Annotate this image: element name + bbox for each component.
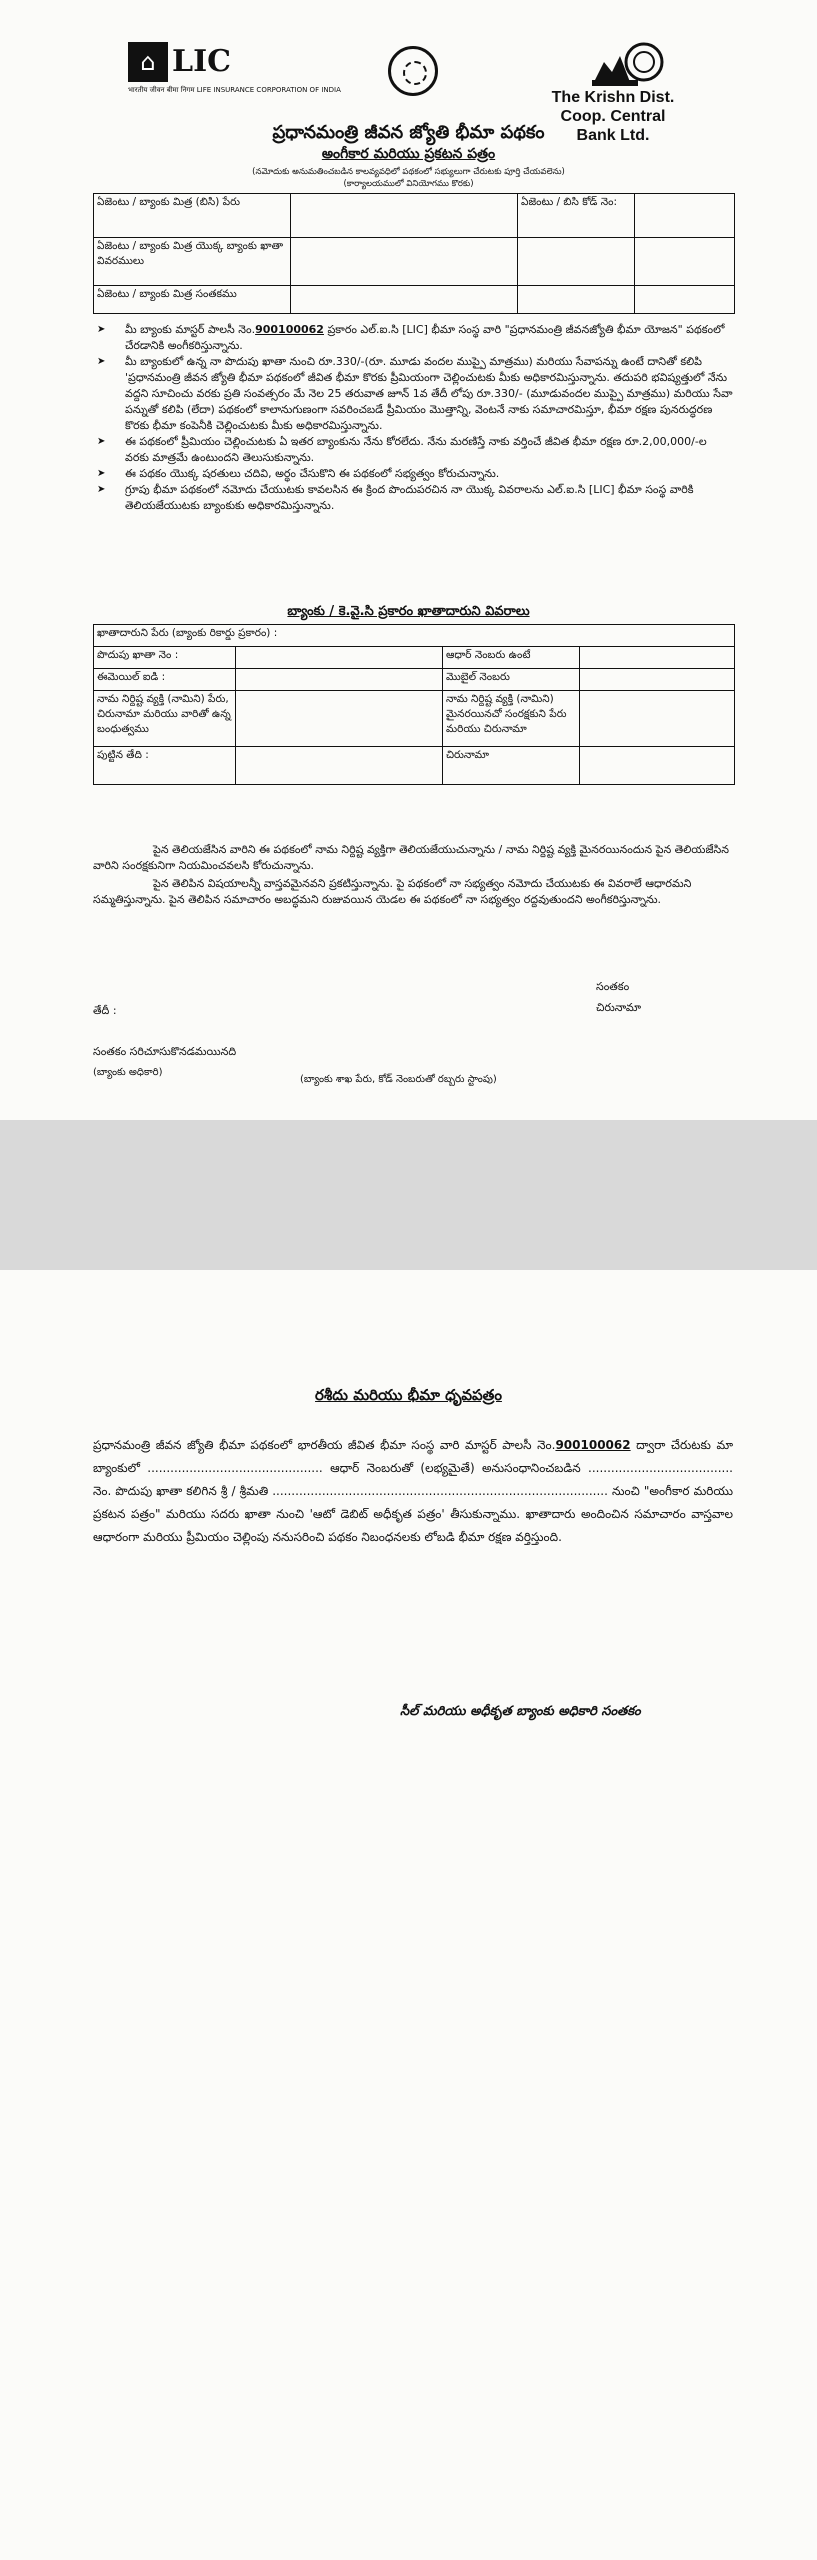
aadhaar-label: ఆధార్ నెంబరు ఉంటే: [443, 647, 580, 669]
agent-details-table: [93, 193, 735, 314]
account-section-title: బ్యాంకు / కె.వై.సి ప్రకారం ఖాతాదారుని వివరాలు: [287, 604, 530, 619]
guardian-address-label: చిరునామా: [443, 747, 580, 785]
savings-account-field[interactable]: [236, 647, 443, 669]
agent-bank-details-label: ఏజెంటు / బ్యాంకు మిత్ర యొక్క బ్యాంకు ఖాతా వివరములు: [94, 238, 291, 286]
government-seal-icon: [388, 46, 438, 96]
aadhaar-field[interactable]: [580, 647, 735, 669]
bank-name: The Krishn Dist. Coop. Central Bank Ltd.: [551, 89, 675, 144]
dob-field[interactable]: [236, 747, 443, 785]
bank-logo-icon: [590, 36, 670, 96]
agent-bank-details-field-2[interactable]: [518, 238, 635, 286]
bank-officer-label: (బ్యాంకు అధికారి): [93, 1067, 163, 1078]
nominee-field[interactable]: [236, 691, 443, 747]
declaration-bullet: ➤ మీ బ్యాంకు మాస్టర్ పాలసీ నెం.900100062 ప్రకారం ఎల్.ఐ.సి [LIC] భీమా సంస్థ వారి "ప్రధానమంత్రి జీవనజ్యోతి భీమా యోజన" పథకంలో చేరడానికి అంగీకరిస్తున్నాను.: [97, 323, 725, 352]
agent-code-field[interactable]: [635, 194, 735, 238]
arrow-bullet-icon: ➤: [97, 436, 106, 447]
signature-label: సంతకం: [596, 980, 630, 993]
agent-name-label: ఏజెంటు / బ్యాంకు మిత్ర (బిసి) పేరు: [94, 194, 291, 238]
arrow-bullet-icon: ➤: [97, 468, 106, 479]
attested-label: సంతకం సరిచూసుకొనడమయినది: [93, 1045, 237, 1058]
declaration-form-page: [0, 0, 817, 1120]
arrow-bullet-icon: ➤: [97, 324, 106, 335]
account-holder-table: [93, 624, 735, 785]
declaration-bullet: ➤ మీ బ్యాంకులో ఉన్న నా పొదుపు ఖాతా నుంచి రూ.330/-(రూ. మూడు వందల ముప్పై మాత్రము) మరియు సేవాపన్ను ఉంటే దానితో కలిపి 'ప్రధానమంత్రి జీవన జ్యోతి భీమా పథకంలో జీవిత భీమా కొరకు ప్రీమియంగా చెల్లించుటకు మీకు అధికారమిస్తున్నాను. తదుపరి భవిష్యత్తులో నేను వద్దని సూచించు వరకు ప్రతి సంవత్సరం మే నెల 25 తరువాత జూన్ 1వ తేదీ లోపు రూ.330/- (మూడువందల ముప్పై మాత్రము) మరియు సేవా పన్నుతో కలిపి (లేదా) పథకంలో కాలానుగుణంగా సవరించబడే ప్రీమియం మొత్తాన్ని, వెంటనే నాకు సమాచారమిస్తూ, భీమా రక్షణ పునరుద్ధరణ కొరకు భీమా కంపెనీకి చెల్లించుటకు మీకు అధికారమిస్తున్నాను.: [97, 355, 733, 432]
agent-name-field[interactable]: [291, 194, 518, 238]
date-label: తేదీ :: [93, 1004, 117, 1017]
enrolment-note: (నమోదుకు అనుమతించబడిన కాలవ్యవధిలో పథకంలో సభ్యులుగా చేరుటకు పూర్తి చేయవలెను): [252, 167, 565, 177]
declaration-bullet: ➤ ఈ పథకం యొక్క షరతులు చదివి, అర్థం చేసుకొని ఈ పథకంలో సభ్యత్వం కోరుచున్నాను.: [97, 467, 500, 480]
dob-label: పుట్టిన తేది :: [94, 747, 236, 785]
lic-logo: [128, 42, 341, 96]
lic-logo-text: LIC: [172, 44, 232, 79]
arrow-bullet-icon: ➤: [97, 484, 106, 495]
truth-declaration: పైన తెలిపిన విషయాలన్నీ వాస్తవమైనవని ప్రకటిస్తున్నాను. పై పథకంలో నా సభ్యత్వం నమోదు చేయుటకు ఈ వివరాలే ఆధారమని సమ్మతిస్తున్నాను. పైన తెలిపిన సమాచారం అబద్ధమని రుజువయిన యెడల ఈ పథకంలో నా సభ్యత్వం రద్దవుతుందని అంగీకరిస్తున్నాను.: [93, 877, 692, 906]
receipt-title: రశీదు మరియు భీమా ధృవపత్రం: [315, 1386, 502, 1404]
receipt-body: ప్రధానమంత్రి జీవన జ్యోతి భీమా పథకంలో భారతీయ జీవిత భీమా సంస్థ వారి మాస్టర్ పాలసీ నెం.900100062 ద్వారా చేరుటకు మా బ్యాంకులో .............................................. ఆధార్ నెంబరుతో (లభ్యమైతే) అనుసంధానించబడిన ...................................... నెం. పొదుపు ఖాతా కలిగిన శ్రీ / శ్రీమతి ........................................................................................ నుంచి "అంగీకార మరియు ప్రకటన పత్రం" మరియు సదరు ఖాతా నుంచి 'ఆటో డెబిట్ అధీకృత పత్రం' తీసుకున్నాము. ఖాతాదారు అందించిన సమాచారం వాస్తవాల ఆధారంగా మరియు ప్రీమియం చెల్లింపు ననుసరించి పథకం నిబంధనలకు లోబడి భీమా రక్షణ వర్తిస్తుంది.: [93, 1438, 733, 1544]
address-label: చిరునామా: [596, 1001, 642, 1014]
email-label: ఈమెయిల్ ఐడి :: [94, 669, 236, 691]
arrow-bullet-icon: ➤: [97, 356, 106, 367]
holder-name-label: ఖాతాదారుని పేరు (బ్యాంకు రికార్డు ప్రకారం) :: [94, 625, 735, 647]
receipt-page: [0, 1270, 817, 2560]
agent-signature-label: ఏజెంటు / బ్యాంకు మిత్ర సంతకము: [94, 286, 291, 314]
scheme-title: ప్రధానమంత్రి జీవన జ్యోతి భీమా పథకం: [272, 122, 545, 143]
agent-signature-field[interactable]: [291, 286, 518, 314]
agent-code-label: ఏజెంటు / బిసి కోడ్ నెం:: [518, 194, 635, 238]
agent-bank-details-field-3[interactable]: [635, 238, 735, 286]
agent-signature-field-3[interactable]: [635, 286, 735, 314]
agent-bank-details-field[interactable]: [291, 238, 518, 286]
agent-signature-field-2[interactable]: [518, 286, 635, 314]
declaration-bullet: ➤ ఈ పథకంలో ప్రీమియం చెల్లించుటకు ఏ ఇతర బ్యాంకును నేను కోరలేదు. నేను మరణిస్తే నాకు వర్తించే జీవిత భీమా రక్షణ రూ.2,00,000/-ల వరకు మాత్రమే ఉంటుందని తెలుసుకున్నాను.: [97, 435, 707, 464]
nominee-declaration: పైన తెలియజేసిన వారిని ఈ పథకంలో నామ నిర్దిష్ట వ్యక్తిగా తెలియజేయుచున్నాను / నామ నిర్దిష్ట వ్యక్తి మైనరయినందున పైన తెలియజేసిన వారిని సంరక్షకునిగా నియమించవలసి కోరుచున్నాను.: [93, 843, 729, 872]
email-field[interactable]: [236, 669, 443, 691]
mobile-field[interactable]: [580, 669, 735, 691]
guardian-address-field[interactable]: [580, 747, 735, 785]
declaration-bullet: ➤ గ్రూపు భీమా పథకంలో నమోదు చేయుటకు కావలసిన ఈ క్రింద పొందుపరచిన నా యొక్క వివరాలను ఎల్.ఐ.సి [LIC] భీమా సంస్థ వారికి తెలియజేయుటకు బ్యాంకుకు అధికారమిస్తున్నాను.: [97, 483, 694, 512]
savings-account-label: పొదుపు ఖాతా నెం :: [94, 647, 236, 669]
minor-nominee-field[interactable]: [580, 691, 735, 747]
minor-nominee-label: నామ నిర్దిష్ట వ్యక్తి (నామిని) మైనరయినచో సంరక్షకుని పేరు మరియు చిరునామా: [443, 691, 580, 747]
form-title: అంగీకార మరియు ప్రకటన పత్రం: [321, 146, 496, 162]
lic-emblem-icon: ⌂: [128, 42, 168, 82]
receipt-signature: సీల్ మరియు అధీకృత బ్యాంకు అధికారి సంతకం: [400, 1704, 641, 1719]
nominee-label: నామ నిర్దిష్ట వ్యక్తి (నామిని) పేరు, చిరునామా మరియు వారితో ఉన్న బంధుత్వము: [94, 691, 236, 747]
declaration-bullets: [93, 322, 733, 514]
office-use-note: (కార్యాలయములో వినియోగము కొరకు): [343, 179, 474, 189]
lic-logo-subtext: भारतीय जीवन बीमा निगम LIFE INSURANCE CORPORATION OF INDIA: [128, 86, 341, 94]
mobile-label: మొబైల్ నెంబరు: [443, 669, 580, 691]
branch-stamp-label: (బ్యాంకు శాఖ పేరు, కోడ్ నెంబరుతో రబ్బరు స్టాంపు): [300, 1074, 497, 1085]
